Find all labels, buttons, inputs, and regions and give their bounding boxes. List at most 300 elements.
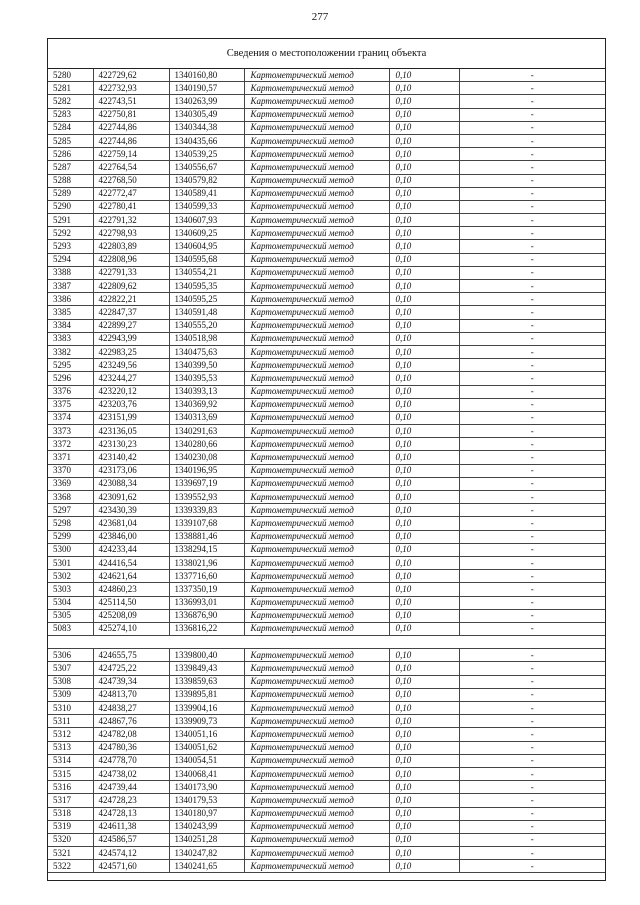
- description-cell: -: [459, 253, 605, 266]
- y-coordinate: 1340054,51: [169, 754, 244, 767]
- table-row: [48, 82, 605, 95]
- description-cell: -: [459, 398, 605, 411]
- point-number: 5318: [48, 807, 93, 820]
- x-coordinate: 424782,08: [93, 728, 169, 741]
- y-coordinate: 1340263,99: [169, 95, 244, 108]
- point-number: 3371: [48, 451, 93, 464]
- table-row: [48, 728, 605, 741]
- point-number: 5316: [48, 781, 93, 794]
- table-row: [48, 662, 605, 675]
- accuracy-cell: 0,10: [389, 860, 459, 873]
- y-coordinate: 1340305,49: [169, 108, 244, 121]
- description-cell: -: [459, 438, 605, 451]
- method-cell: Картометрический метод: [244, 266, 389, 279]
- point-number: 5297: [48, 504, 93, 517]
- x-coordinate: 422732,93: [93, 82, 169, 95]
- description-cell: -: [459, 332, 605, 345]
- accuracy-cell: 0,10: [389, 649, 459, 662]
- description-cell: -: [459, 319, 605, 332]
- y-coordinate: 1339895,81: [169, 688, 244, 701]
- description-cell: -: [459, 491, 605, 504]
- y-coordinate: 1340589,41: [169, 187, 244, 200]
- point-number: 5299: [48, 530, 93, 543]
- point-number: 5285: [48, 134, 93, 147]
- x-coordinate: 424780,36: [93, 741, 169, 754]
- separator-cell: [48, 636, 605, 649]
- accuracy-cell: 0,10: [389, 425, 459, 438]
- y-coordinate: 1340280,66: [169, 438, 244, 451]
- method-cell: Картометрический метод: [244, 95, 389, 108]
- method-cell: Картометрический метод: [244, 280, 389, 293]
- y-coordinate: 1340399,50: [169, 359, 244, 372]
- y-coordinate: 1340190,57: [169, 82, 244, 95]
- accuracy-cell: 0,10: [389, 438, 459, 451]
- method-cell: Картометрический метод: [244, 200, 389, 213]
- method-cell: Картометрический метод: [244, 675, 389, 688]
- point-number: 3388: [48, 266, 93, 279]
- accuracy-cell: 0,10: [389, 108, 459, 121]
- method-cell: Картометрический метод: [244, 781, 389, 794]
- description-cell: -: [459, 464, 605, 477]
- description-cell: -: [459, 148, 605, 161]
- x-coordinate: 424233,44: [93, 543, 169, 556]
- x-coordinate: 422780,41: [93, 200, 169, 213]
- x-coordinate: 422983,25: [93, 345, 169, 358]
- y-coordinate: 1340180,97: [169, 807, 244, 820]
- method-cell: Картометрический метод: [244, 161, 389, 174]
- table-row: [48, 675, 605, 688]
- accuracy-cell: 0,10: [389, 596, 459, 609]
- coordinates-table-frame: [47, 38, 606, 881]
- x-coordinate: 422899,27: [93, 319, 169, 332]
- x-coordinate: 422808,96: [93, 253, 169, 266]
- x-coordinate: 422798,93: [93, 227, 169, 240]
- method-cell: Картометрический метод: [244, 134, 389, 147]
- table-row: [48, 688, 605, 701]
- table-row: [48, 754, 605, 767]
- method-cell: Картометрический метод: [244, 398, 389, 411]
- point-number: 3382: [48, 345, 93, 358]
- accuracy-cell: 0,10: [389, 820, 459, 833]
- accuracy-cell: 0,10: [389, 134, 459, 147]
- point-number: 3383: [48, 332, 93, 345]
- description-cell: -: [459, 214, 605, 227]
- method-cell: Картометрический метод: [244, 411, 389, 424]
- method-cell: Картометрический метод: [244, 517, 389, 530]
- description-cell: -: [459, 411, 605, 424]
- description-cell: -: [459, 187, 605, 200]
- table-row: [48, 385, 605, 398]
- accuracy-cell: 0,10: [389, 556, 459, 569]
- point-number: 5321: [48, 847, 93, 860]
- point-number: 5306: [48, 649, 93, 662]
- table-row: [48, 847, 605, 860]
- accuracy-cell: 0,10: [389, 95, 459, 108]
- y-coordinate: 1340595,25: [169, 293, 244, 306]
- table-row: [48, 148, 605, 161]
- point-number: 5284: [48, 121, 93, 134]
- method-cell: Картометрический метод: [244, 345, 389, 358]
- table-row: [48, 280, 605, 293]
- accuracy-cell: 0,10: [389, 833, 459, 846]
- point-number: 5308: [48, 675, 93, 688]
- point-number: 5282: [48, 95, 93, 108]
- description-cell: -: [459, 200, 605, 213]
- y-coordinate: 1340291,63: [169, 425, 244, 438]
- accuracy-cell: 0,10: [389, 741, 459, 754]
- point-number: 5313: [48, 741, 93, 754]
- point-number: 5298: [48, 517, 93, 530]
- y-coordinate: 1340247,82: [169, 847, 244, 860]
- x-coordinate: 424655,75: [93, 649, 169, 662]
- point-number: 5293: [48, 240, 93, 253]
- y-coordinate: 1336876,90: [169, 609, 244, 622]
- description-cell: -: [459, 609, 605, 622]
- method-cell: Картометрический метод: [244, 359, 389, 372]
- table-row: [48, 359, 605, 372]
- x-coordinate: 422791,32: [93, 214, 169, 227]
- y-coordinate: 1340599,33: [169, 200, 244, 213]
- description-cell: -: [459, 477, 605, 490]
- point-number: 5314: [48, 754, 93, 767]
- x-coordinate: 422809,62: [93, 280, 169, 293]
- x-coordinate: 423430,39: [93, 504, 169, 517]
- y-coordinate: 1340251,28: [169, 833, 244, 846]
- method-cell: Картометрический метод: [244, 214, 389, 227]
- point-number: 3386: [48, 293, 93, 306]
- description-cell: -: [459, 688, 605, 701]
- accuracy-cell: 0,10: [389, 200, 459, 213]
- description-cell: -: [459, 161, 605, 174]
- x-coordinate: 422729,62: [93, 69, 169, 82]
- method-cell: Картометрический метод: [244, 253, 389, 266]
- accuracy-cell: 0,10: [389, 702, 459, 715]
- point-number: 5302: [48, 570, 93, 583]
- point-number: 5291: [48, 214, 93, 227]
- description-cell: -: [459, 345, 605, 358]
- y-coordinate: 1337350,19: [169, 583, 244, 596]
- point-number: 5294: [48, 253, 93, 266]
- x-coordinate: 422791,33: [93, 266, 169, 279]
- method-cell: Картометрический метод: [244, 108, 389, 121]
- method-cell: Картометрический метод: [244, 820, 389, 833]
- description-cell: -: [459, 266, 605, 279]
- y-coordinate: 1340051,16: [169, 728, 244, 741]
- x-coordinate: 422768,50: [93, 174, 169, 187]
- point-number: 5290: [48, 200, 93, 213]
- y-coordinate: 1339909,73: [169, 715, 244, 728]
- accuracy-cell: 0,10: [389, 411, 459, 424]
- point-number: 5309: [48, 688, 93, 701]
- x-coordinate: 424728,13: [93, 807, 169, 820]
- x-coordinate: 424860,23: [93, 583, 169, 596]
- coordinates-table: [48, 69, 605, 873]
- x-coordinate: 424838,27: [93, 702, 169, 715]
- point-number: 3368: [48, 491, 93, 504]
- method-cell: Картометрический метод: [244, 847, 389, 860]
- table-row: [48, 227, 605, 240]
- accuracy-cell: 0,10: [389, 807, 459, 820]
- point-number: 5295: [48, 359, 93, 372]
- point-number: 3384: [48, 319, 93, 332]
- x-coordinate: 424728,23: [93, 794, 169, 807]
- x-coordinate: 422744,86: [93, 121, 169, 134]
- method-cell: Картометрический метод: [244, 504, 389, 517]
- description-cell: -: [459, 767, 605, 780]
- accuracy-cell: 0,10: [389, 464, 459, 477]
- table-row: [48, 517, 605, 530]
- accuracy-cell: 0,10: [389, 504, 459, 517]
- accuracy-cell: 0,10: [389, 266, 459, 279]
- description-cell: -: [459, 675, 605, 688]
- description-cell: -: [459, 227, 605, 240]
- method-cell: Картометрический метод: [244, 477, 389, 490]
- table-row: [48, 214, 605, 227]
- description-cell: -: [459, 820, 605, 833]
- table-row: [48, 741, 605, 754]
- table-row: [48, 200, 605, 213]
- table-row: [48, 622, 605, 635]
- accuracy-cell: 0,10: [389, 161, 459, 174]
- x-coordinate: 424725,22: [93, 662, 169, 675]
- point-number: 5315: [48, 767, 93, 780]
- accuracy-cell: 0,10: [389, 794, 459, 807]
- table-row: [48, 583, 605, 596]
- table-row: [48, 398, 605, 411]
- y-coordinate: 1338881,46: [169, 530, 244, 543]
- point-number: 5310: [48, 702, 93, 715]
- point-number: 3374: [48, 411, 93, 424]
- y-coordinate: 1340393,13: [169, 385, 244, 398]
- description-cell: -: [459, 702, 605, 715]
- accuracy-cell: 0,10: [389, 82, 459, 95]
- method-cell: Картометрический метод: [244, 702, 389, 715]
- accuracy-cell: 0,10: [389, 69, 459, 82]
- table-row: [48, 543, 605, 556]
- x-coordinate: 423244,27: [93, 372, 169, 385]
- y-coordinate: 1340554,21: [169, 266, 244, 279]
- accuracy-cell: 0,10: [389, 622, 459, 635]
- accuracy-cell: 0,10: [389, 530, 459, 543]
- x-coordinate: 423140,42: [93, 451, 169, 464]
- table-row: [48, 174, 605, 187]
- accuracy-cell: 0,10: [389, 332, 459, 345]
- point-number: 5083: [48, 622, 93, 635]
- y-coordinate: 1340607,93: [169, 214, 244, 227]
- x-coordinate: 424586,57: [93, 833, 169, 846]
- point-number: 3372: [48, 438, 93, 451]
- table-row: [48, 781, 605, 794]
- point-number: 5320: [48, 833, 93, 846]
- method-cell: Картометрический метод: [244, 491, 389, 504]
- y-coordinate: 1340604,95: [169, 240, 244, 253]
- description-cell: -: [459, 847, 605, 860]
- description-cell: -: [459, 833, 605, 846]
- x-coordinate: 424574,12: [93, 847, 169, 860]
- accuracy-cell: 0,10: [389, 227, 459, 240]
- table-row: [48, 860, 605, 873]
- y-coordinate: 1340556,67: [169, 161, 244, 174]
- table-row: [48, 372, 605, 385]
- y-coordinate: 1340068,41: [169, 767, 244, 780]
- table-row: [48, 425, 605, 438]
- x-coordinate: 424739,34: [93, 675, 169, 688]
- point-number: 3373: [48, 425, 93, 438]
- point-number: 5287: [48, 161, 93, 174]
- accuracy-cell: 0,10: [389, 372, 459, 385]
- method-cell: Картометрический метод: [244, 596, 389, 609]
- x-coordinate: 422764,54: [93, 161, 169, 174]
- description-cell: -: [459, 649, 605, 662]
- table-row: [48, 108, 605, 121]
- x-coordinate: 424571,60: [93, 860, 169, 873]
- description-cell: -: [459, 240, 605, 253]
- description-cell: -: [459, 69, 605, 82]
- table-row: [48, 556, 605, 569]
- accuracy-cell: 0,10: [389, 214, 459, 227]
- table-row: [48, 794, 605, 807]
- description-cell: -: [459, 754, 605, 767]
- description-cell: -: [459, 543, 605, 556]
- table-row: [48, 820, 605, 833]
- separator-row: [48, 636, 605, 649]
- description-cell: -: [459, 95, 605, 108]
- table-row: [48, 807, 605, 820]
- x-coordinate: 422822,21: [93, 293, 169, 306]
- accuracy-cell: 0,10: [389, 662, 459, 675]
- method-cell: Картометрический метод: [244, 556, 389, 569]
- point-number: 5317: [48, 794, 93, 807]
- description-cell: -: [459, 662, 605, 675]
- x-coordinate: 422743,51: [93, 95, 169, 108]
- point-number: 5305: [48, 609, 93, 622]
- accuracy-cell: 0,10: [389, 385, 459, 398]
- method-cell: Картометрический метод: [244, 715, 389, 728]
- y-coordinate: 1339800,40: [169, 649, 244, 662]
- point-number: 5283: [48, 108, 93, 121]
- y-coordinate: 1340555,20: [169, 319, 244, 332]
- table-row: [48, 715, 605, 728]
- description-cell: -: [459, 504, 605, 517]
- table-row: [48, 504, 605, 517]
- y-coordinate: 1336993,01: [169, 596, 244, 609]
- method-cell: Картометрический метод: [244, 82, 389, 95]
- description-cell: -: [459, 121, 605, 134]
- point-number: 3369: [48, 477, 93, 490]
- method-cell: Картометрический метод: [244, 121, 389, 134]
- method-cell: Картометрический метод: [244, 306, 389, 319]
- y-coordinate: 1340395,53: [169, 372, 244, 385]
- accuracy-cell: 0,10: [389, 517, 459, 530]
- table-row: [48, 293, 605, 306]
- x-coordinate: 425274,10: [93, 622, 169, 635]
- description-cell: -: [459, 715, 605, 728]
- y-coordinate: 1340179,53: [169, 794, 244, 807]
- method-cell: Картометрический метод: [244, 187, 389, 200]
- x-coordinate: 422803,89: [93, 240, 169, 253]
- method-cell: Картометрический метод: [244, 530, 389, 543]
- x-coordinate: 424611,38: [93, 820, 169, 833]
- point-number: 5319: [48, 820, 93, 833]
- description-cell: -: [459, 425, 605, 438]
- y-coordinate: 1340241,65: [169, 860, 244, 873]
- y-coordinate: 1340243,99: [169, 820, 244, 833]
- table-row: [48, 345, 605, 358]
- accuracy-cell: 0,10: [389, 754, 459, 767]
- method-cell: Картометрический метод: [244, 728, 389, 741]
- accuracy-cell: 0,10: [389, 715, 459, 728]
- y-coordinate: 1340173,90: [169, 781, 244, 794]
- accuracy-cell: 0,10: [389, 583, 459, 596]
- table-row: [48, 253, 605, 266]
- x-coordinate: 425114,50: [93, 596, 169, 609]
- x-coordinate: 424738,02: [93, 767, 169, 780]
- method-cell: Картометрический метод: [244, 240, 389, 253]
- point-number: 3375: [48, 398, 93, 411]
- point-number: 5296: [48, 372, 93, 385]
- description-cell: -: [459, 293, 605, 306]
- description-cell: -: [459, 82, 605, 95]
- accuracy-cell: 0,10: [389, 609, 459, 622]
- x-coordinate: 422847,37: [93, 306, 169, 319]
- accuracy-cell: 0,10: [389, 477, 459, 490]
- x-coordinate: 423220,12: [93, 385, 169, 398]
- y-coordinate: 1340579,82: [169, 174, 244, 187]
- table-row: [48, 477, 605, 490]
- table-row: [48, 464, 605, 477]
- table-row: [48, 451, 605, 464]
- table-row: [48, 161, 605, 174]
- x-coordinate: 425208,09: [93, 609, 169, 622]
- method-cell: Картометрический метод: [244, 833, 389, 846]
- accuracy-cell: 0,10: [389, 688, 459, 701]
- x-coordinate: 423136,05: [93, 425, 169, 438]
- x-coordinate: 424621,64: [93, 570, 169, 583]
- method-cell: Картометрический метод: [244, 860, 389, 873]
- description-cell: -: [459, 530, 605, 543]
- description-cell: -: [459, 451, 605, 464]
- method-cell: Картометрический метод: [244, 662, 389, 675]
- x-coordinate: 423681,04: [93, 517, 169, 530]
- x-coordinate: 423151,99: [93, 411, 169, 424]
- description-cell: -: [459, 596, 605, 609]
- accuracy-cell: 0,10: [389, 570, 459, 583]
- method-cell: Картометрический метод: [244, 767, 389, 780]
- method-cell: Картометрический метод: [244, 649, 389, 662]
- point-number: 3370: [48, 464, 93, 477]
- method-cell: Картометрический метод: [244, 464, 389, 477]
- table-row: [48, 266, 605, 279]
- y-coordinate: 1339904,16: [169, 702, 244, 715]
- method-cell: Картометрический метод: [244, 438, 389, 451]
- table-title: Сведения о местоположении границ объекта: [48, 39, 605, 69]
- y-coordinate: 1340539,25: [169, 148, 244, 161]
- description-cell: -: [459, 134, 605, 147]
- table-row: [48, 121, 605, 134]
- table-row: [48, 570, 605, 583]
- y-coordinate: 1339849,43: [169, 662, 244, 675]
- y-coordinate: 1336816,22: [169, 622, 244, 635]
- method-cell: Картометрический метод: [244, 570, 389, 583]
- page-number: 277: [311, 11, 329, 23]
- y-coordinate: 1340051,62: [169, 741, 244, 754]
- table-row: [48, 319, 605, 332]
- point-number: 5300: [48, 543, 93, 556]
- point-number: 5312: [48, 728, 93, 741]
- x-coordinate: 422943,99: [93, 332, 169, 345]
- description-cell: -: [459, 741, 605, 754]
- method-cell: Картометрический метод: [244, 807, 389, 820]
